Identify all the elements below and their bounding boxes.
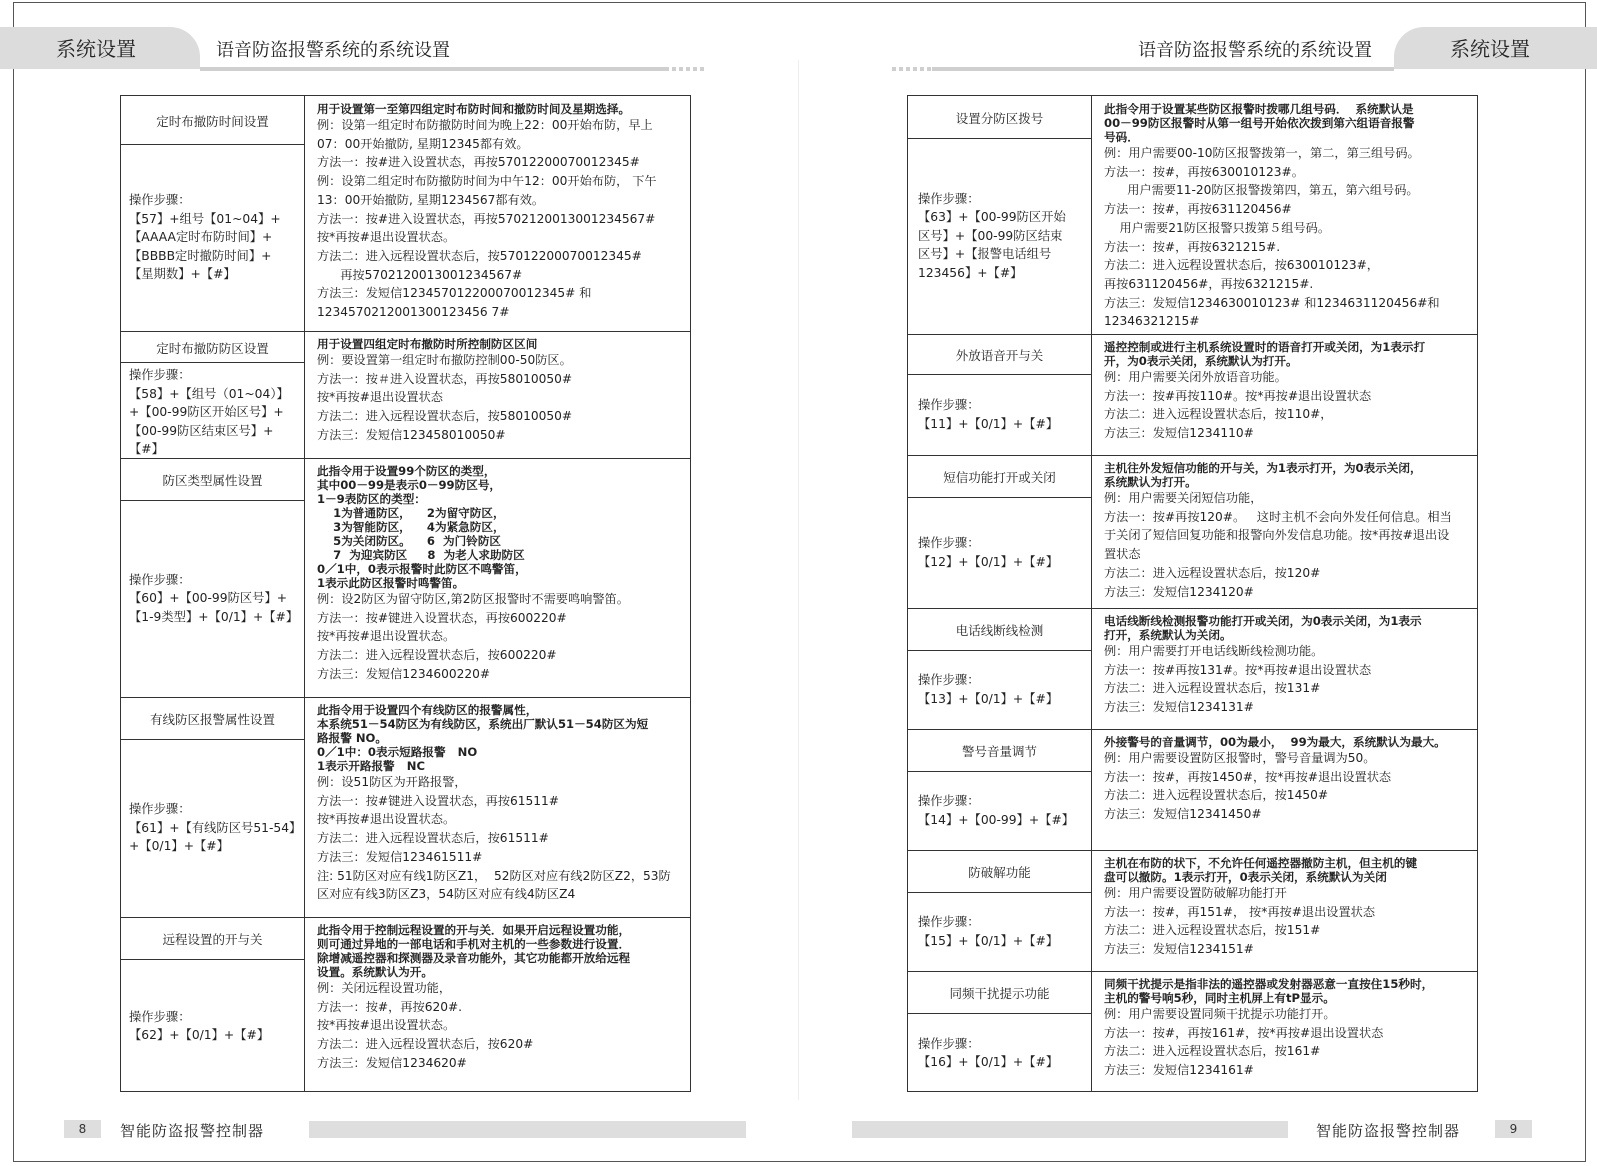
description-line: 例：要设置第一组定时布撤防控制00-50防区。 <box>317 353 572 367</box>
description-line: 方法一：按#，再按6321215#. <box>1104 239 1281 254</box>
title-divider <box>121 362 304 363</box>
description-heading-line: 其中00－99是表示0－99防区号， <box>317 478 502 492</box>
description-line: 方法一：按#，再按631120456# <box>1104 202 1292 217</box>
description-heading-line: 电话线断线检测报警功能打开或关闭，为0表示关闭，为1表示 <box>1104 614 1422 628</box>
title-divider <box>908 138 1091 139</box>
left-page-number: 8 <box>64 1120 101 1138</box>
description-heading-line: 用于设置四组定时布撤防时所控制防区区间 <box>317 337 538 351</box>
section-title: 有线防区报警属性设置 <box>149 712 275 727</box>
description-line: 方法三：发短信123461511# <box>317 849 483 864</box>
description-line: 按*再按#退出设置状态。 <box>317 230 456 245</box>
section-divider <box>908 334 1477 335</box>
description-line: 例：用户需要00-10防区报警拨第一，第二，第三组号码。 <box>1104 146 1420 160</box>
description-line: 例：关闭远程设置功能， <box>317 981 452 995</box>
description-line: 方法二：进入远程设置状态后，按1450# <box>1104 788 1329 803</box>
operation-steps: 操作步骤： 【12】+【0/1】+【#】 <box>918 536 1059 569</box>
section-divider <box>908 729 1477 730</box>
operation-steps: 操作步骤： 【13】+【0/1】+【#】 <box>918 673 1059 706</box>
section-title: 短信功能打开或关闭 <box>943 470 1056 485</box>
description-heading-line: 开，为0表示关闭，系统默认为打开。 <box>1104 354 1298 368</box>
description-line: 用户需要11-20防区报警拨第四，第五，第六组号码。 <box>1104 183 1419 198</box>
description-line: 例：用户需要打开电话线断线检测功能。 <box>1104 644 1324 658</box>
description-heading-line: 此指令用于设置某些防区报警时拨哪几组号码． 系统默认是 <box>1104 102 1414 116</box>
title-divider <box>121 500 304 501</box>
description-line: 方法三：发短信123457012200070012345# 和 <box>317 286 592 301</box>
description-line: 用户需要21防区报警只拨第５组号码。 <box>1104 220 1331 235</box>
description-line: 例：用户需要关闭短信功能， <box>1104 491 1263 505</box>
description-heading-line: 0／1中：0表示短路报警 NO <box>317 745 478 759</box>
section-description <box>317 337 689 445</box>
description-line: 区对应有线3防区Z3，54防区对应有线4防区Z4 <box>317 887 576 902</box>
section-description <box>1104 340 1476 443</box>
description-line: 方法一：按#再按131#。按*再按#退出设置状态 <box>1104 662 1372 677</box>
description-heading-line: 主机的警号响5秒，同时主机屏上有tP显示。 <box>1104 991 1335 1005</box>
section-title: 定时布撤防时间设置 <box>156 114 269 129</box>
left-header-rule <box>200 67 665 71</box>
operation-steps: 操作步骤： 【14】+【00-99】+【#】 <box>918 794 1075 827</box>
description-heading-line: 打开，系统默认为关闭。 <box>1104 628 1232 642</box>
description-line: 方法二：进入远程设置状态后，按61511# <box>317 831 549 846</box>
description-line: 方法二：进入远程设置状态后，按110#， <box>1104 407 1333 422</box>
description-heading-line: 本系统51－54防区为有线防区，系统出厂默认51－54防区为短 <box>317 717 649 731</box>
description-heading-line: 1－9表防区的类型： <box>317 492 426 506</box>
operation-steps: 操作步骤： 【63】+【00-99防区开始 区号】+【00-99防区结束 区号】+【报警电话组号 123456】+【#】 <box>918 191 1066 280</box>
description-heading-line: 同频干扰提示是指非法的遥控器或发射器恶意一直按住15秒时， <box>1104 977 1434 991</box>
description-line: 方法一：按#再按110#。按*再按#退出设置状态 <box>1104 388 1372 403</box>
description-line: 按*再按#退出设置状态。 <box>317 812 456 827</box>
description-line: 07：00开始撤防, 星期12345都有效。 <box>317 136 529 151</box>
description-heading-line: 用于设置第一至第四组定时布防时间和撤防时间及星期选择。 <box>317 102 631 116</box>
operation-steps: 操作步骤： 【15】+【0/1】+【#】 <box>918 915 1059 948</box>
section-divider <box>121 917 690 918</box>
section-description <box>1104 735 1476 824</box>
description-line: 例：设第二组定时布防撤防时间为中午12：00开始布防， 下午 <box>317 174 657 189</box>
description-line: 按*再按#退出设置状态。 <box>317 1018 456 1033</box>
section-divider <box>908 455 1477 456</box>
title-divider <box>908 497 1091 498</box>
right-header-rule <box>932 67 1394 71</box>
page-gutter <box>798 60 799 1100</box>
section-title: 警号音量调节 <box>961 744 1037 759</box>
description-heading-line: 此指令用于设置99个防区的类型， <box>317 464 496 478</box>
description-line: 置状态 <box>1104 547 1141 562</box>
description-line: 于关闭了短信回复功能和报警向外发信息功能。按*再按#退出设 <box>1104 528 1450 543</box>
description-line: 1234570212001300123456 7# <box>317 305 510 320</box>
description-heading-line: 则可通过异地的一部电话和手机对主机的一些参数进行设置． <box>317 937 631 951</box>
description-heading-line: 主机在布防的状下，不允许任何遥控器撤防主机，但主机的键 <box>1104 856 1418 870</box>
right-header-dots <box>892 67 932 71</box>
description-line: 方法三：发短信1234131# <box>1104 700 1254 715</box>
section-description <box>1104 102 1476 331</box>
right-footer-title: 智能防盗报警控制器 <box>1316 1122 1461 1140</box>
description-line: 方法二：进入远程设置状态后，按131# <box>1104 681 1321 696</box>
section-title: 外放语音开与关 <box>955 348 1044 363</box>
title-divider <box>908 1013 1091 1014</box>
description-heading-line: 盘可以撤防。1表示打开，0表示关闭，系统默认为关闭 <box>1104 870 1387 884</box>
description-heading-line: 5为关闭防区。 6 为门铃防区 <box>317 534 502 548</box>
section-title: 远程设置的开与关 <box>162 932 263 947</box>
description-line: 方法一：按#键进入设置状态，再按600220# <box>317 610 567 625</box>
description-line: 例：用户需要设置同频干扰提示功能打开。 <box>1104 1007 1336 1021</box>
description-line: 再按631120456#，再按6321215#. <box>1104 276 1314 291</box>
description-line: 方法三：发短信1234151# <box>1104 942 1254 957</box>
description-line: 方法三：发短信1234600220# <box>317 666 491 681</box>
right-page-subtitle: 语音防盗报警系统的系统设置 <box>1138 40 1372 61</box>
right-footer-bar <box>852 1121 1288 1138</box>
right-section-tab: 系统设置 <box>1394 27 1597 69</box>
description-heading-line: 设置。系统默认为开。 <box>317 965 433 979</box>
description-heading-line: 1为普通防区， 2为留守防区， <box>317 506 505 520</box>
section-divider <box>908 971 1477 972</box>
description-line: 方法三：发短信1234120# <box>1104 584 1254 599</box>
left-section-tab: 系统设置 <box>0 27 200 69</box>
left-footer-bar <box>309 1121 746 1138</box>
operation-steps: 操作步骤： 【61】+【有线防区号51-54】 +【0/1】+【#】 <box>129 802 302 854</box>
description-line: 例：用户需要设置防破解功能打开 <box>1104 886 1287 900</box>
description-line: 方法一：按#，再按620#. <box>317 999 463 1014</box>
section-divider <box>121 331 690 332</box>
section-divider <box>121 697 690 698</box>
section-divider <box>908 850 1477 851</box>
operation-steps: 操作步骤： 【62】+【0/1】+【#】 <box>129 1009 270 1042</box>
title-divider <box>908 650 1091 651</box>
operation-steps: 操作步骤： 【11】+【0/1】+【#】 <box>918 398 1059 431</box>
operation-steps: 操作步骤： 【60】+【00-99防区号】+ 【1-9类型】+【0/1】+【#】 <box>129 572 299 624</box>
description-line: 方法二：进入远程设置状态后，按57012200070012345# <box>317 248 642 263</box>
description-line: 例：设第一组定时布防撤防时间为晚上22：00开始布防，早上 <box>317 118 653 132</box>
title-divider <box>908 771 1091 772</box>
section-description <box>317 703 689 904</box>
section-title: 防破解功能 <box>968 865 1031 880</box>
title-divider <box>908 892 1091 893</box>
description-line: 方法三：发短信1234161# <box>1104 1063 1254 1078</box>
description-line: 方法一：按＃进入设置状态，再按58010050# <box>317 371 573 386</box>
description-line: 按*再按#退出设置状态。 <box>317 629 456 644</box>
description-heading-line: 号码． <box>1104 130 1139 144</box>
description-line: 方法三：发短信123458010050# <box>317 427 506 442</box>
description-heading-line: 1表示开路报警 NC <box>317 759 425 773</box>
description-line: 方法二：进入远程设置状态后，按151# <box>1104 923 1321 938</box>
description-heading-line: 主机往外发短信功能的开与关，为1表示打开，为0表示关闭， <box>1104 461 1422 475</box>
description-line: 方法一：按#，再按161#，按*再按#退出设置状态 <box>1104 1025 1384 1040</box>
section-divider <box>908 608 1477 609</box>
description-line: 方法三：发短信1234620# <box>317 1055 467 1070</box>
description-line: 方法二：进入远程设置状态后，按630010123#， <box>1104 258 1379 273</box>
description-line: 方法二：进入远程设置状态后，按58010050# <box>317 409 573 424</box>
description-heading-line: 1表示此防区报警时鸣警笛。 <box>317 576 465 590</box>
section-title: 电话线断线检测 <box>955 623 1044 638</box>
title-divider <box>121 144 304 145</box>
operation-steps: 操作步骤： 【57】+组号【01~04】+ 【AAAA定时布防时间】+ 【BBBB定时撤防时间】+ 【星期数】+【#】 <box>129 193 281 282</box>
description-heading-line: 此指令用于设置四个有线防区的报警属性， <box>317 703 538 717</box>
right-settings-table <box>907 95 1478 1092</box>
description-heading-line: 外接警号的音量调节，00为最小， 99为最大，系统默认为最大。 <box>1104 735 1446 749</box>
section-description <box>317 102 689 322</box>
description-line: 方法一：按#，再按1450#，按*再按#退出设置状态 <box>1104 769 1392 784</box>
description-heading-line: 7 为迎宾防区 8 为老人求助防区 <box>317 548 525 562</box>
description-line: 按*再按#退出设置状态 <box>317 390 443 405</box>
operation-steps: 操作步骤： 【58】+【组号（01~04）】 +【00-99防区开始区号】+ 【00-99防区结束区号】+ 【#】 <box>129 368 289 456</box>
description-line: 13：00开始撤防, 星期1234567都有效。 <box>317 192 545 207</box>
description-line: 方法三：发短信1234630010123# 和1234631120456#和 <box>1104 295 1440 310</box>
description-line: 方法二：进入远程设置状态后，按620# <box>317 1037 534 1052</box>
description-line: 12346321215# <box>1104 314 1200 329</box>
title-divider <box>121 739 304 740</box>
description-line: 注: 51防区对应有线1防区Z1， 52防区对应有线2防区Z2，53防 <box>317 868 671 883</box>
description-line: 方法二：进入远程设置状态后，按161# <box>1104 1044 1321 1059</box>
section-title: 同频干扰提示功能 <box>949 986 1050 1001</box>
description-line: 方法三：发短信1234110# <box>1104 426 1254 441</box>
left-page-subtitle: 语音防盗报警系统的系统设置 <box>216 40 450 61</box>
description-line: 方法一：按#，再151#， 按*再按#退出设置状态 <box>1104 904 1376 919</box>
description-line: 方法二：进入远程设置状态后，按120# <box>1104 565 1321 580</box>
description-heading-line: 00－99防区报警时从第一组号开始依次拨到第六组语音报警 <box>1104 116 1415 130</box>
description-heading-line: 3为智能防区， 4为紧急防区， <box>317 520 505 534</box>
description-line: 方法三：发短信12341450# <box>1104 807 1262 822</box>
title-divider <box>908 374 1091 375</box>
description-heading-line: 系统默认为打开。 <box>1104 475 1197 489</box>
description-line: 例：用户需要关闭外放语音功能。 <box>1104 370 1287 384</box>
section-description <box>317 923 689 1073</box>
section-description <box>1104 977 1476 1080</box>
description-line: 方法一：按#再按120#。 这时主机不会向外发任何信息。相当 <box>1104 509 1452 524</box>
description-line: 例：用户需要设置防区报警时，警号音量调为50。 <box>1104 751 1376 765</box>
description-heading-line: 除增减遥控器和探测器及录音功能外，其它功能都开放给远程 <box>317 951 631 965</box>
description-heading-line: 0／1中，0表示报警时此防区不鸣警笛， <box>317 562 527 576</box>
description-line: 方法一：按#键进入设置状态，再按61511# <box>317 793 560 808</box>
description-line: 方法一：按#进入设置状态，再按5702120013001234567# <box>317 211 656 226</box>
section-description <box>1104 856 1476 959</box>
left-header-dots <box>665 67 705 71</box>
description-line: 方法一：按#，再按630010123#。 <box>1104 164 1304 179</box>
title-divider <box>121 959 304 960</box>
description-line: 例：设51防区为开路报警， <box>317 775 467 789</box>
section-description <box>1104 614 1476 717</box>
description-heading-line: 此指令用于控制远程设置的开与关．如果开启远程设置功能， <box>317 923 631 937</box>
description-line: 再按5702120013001234567# <box>317 267 523 282</box>
operation-steps: 操作步骤： 【16】+【0/1】+【#】 <box>918 1036 1059 1069</box>
description-heading-line: 路报警 NO。 <box>317 731 387 745</box>
right-page-number: 9 <box>1495 1120 1532 1138</box>
section-title: 设置分防区拨号 <box>955 111 1044 126</box>
section-title: 防区类型属性设置 <box>162 473 263 488</box>
left-settings-table <box>120 95 691 1092</box>
section-description <box>1104 461 1476 601</box>
description-line: 例：设2防区为留守防区,第2防区报警时不需要鸣响警笛。 <box>317 592 629 606</box>
description-heading-line: 遥控控制或进行主机系统设置时的语音打开或关闭，为1表示打 <box>1104 340 1426 354</box>
section-description <box>317 464 689 684</box>
left-footer-title: 智能防盗报警控制器 <box>120 1122 265 1140</box>
description-line: 方法二：进入远程设置状态后，按600220# <box>317 648 557 663</box>
section-title: 定时布撤防防区设置 <box>156 341 269 356</box>
description-line: 方法一：按#进入设置状态，再按57012200070012345# <box>317 155 640 170</box>
